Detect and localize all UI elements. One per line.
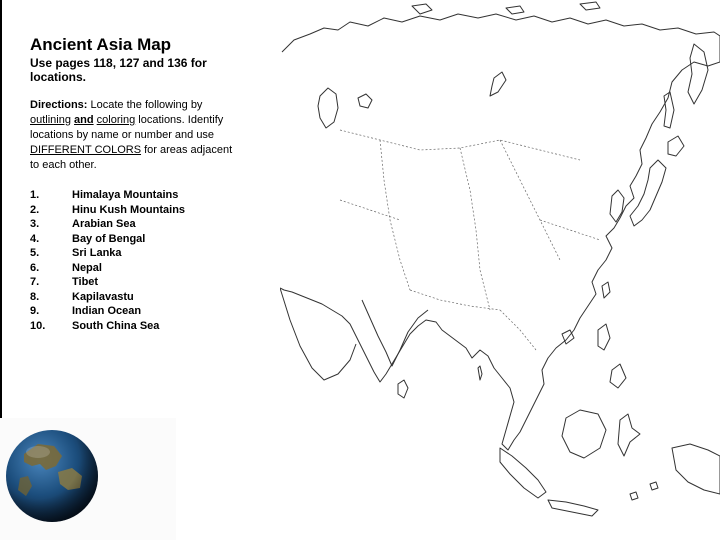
directions-lead: Directions: [30, 99, 88, 111]
globe-icon [2, 426, 102, 526]
list-item-number: 3. [30, 218, 40, 230]
directions-coloring: coloring [96, 114, 136, 126]
list-item-number: 2. [30, 203, 40, 216]
aral-sea-outline [358, 94, 372, 108]
list-item-name: Himalaya Mountains [72, 189, 179, 201]
taiwan [602, 282, 610, 298]
directions-and: and [74, 114, 94, 126]
border-line [340, 200, 400, 220]
list-item [30, 246, 185, 261]
list-item-number: 6. [30, 261, 40, 274]
list-item-number: 9. [30, 305, 40, 317]
list-item [30, 232, 185, 247]
list-item [30, 319, 185, 334]
arabian-peninsula [280, 288, 356, 380]
list-item [30, 217, 185, 232]
list-item-name: Bay of Bengal [72, 232, 146, 245]
small-island-2 [630, 492, 638, 500]
list-item-number: 10. [30, 319, 46, 332]
list-item-name: Hinu Kush Mountains [72, 203, 186, 216]
small-island-1 [650, 482, 658, 490]
list-item-number: 7. [30, 276, 40, 288]
directions-outlining: outlining [30, 114, 71, 126]
arctic-island-2 [506, 6, 524, 14]
instructions-text: Use pages 118, 127 and 136 for locations. [30, 56, 207, 84]
asia-outline-map [280, 0, 720, 540]
sri-lanka [398, 380, 408, 398]
japan-islands [630, 160, 666, 226]
list-item-name: South China Sea [72, 319, 160, 332]
caspian-sea-outline [318, 88, 338, 128]
list-item-name: Kapilavastu [72, 290, 134, 303]
philippines-south [610, 364, 626, 388]
directions-different-colors: DIFFERENT COLORS [30, 144, 142, 156]
hokkaido [668, 136, 684, 156]
andaman-islands [478, 366, 482, 380]
list-item-number: 4. [30, 232, 40, 245]
list-item [30, 290, 185, 305]
directions-text [30, 98, 235, 173]
page-title: Ancient Asia Map [30, 35, 172, 54]
indian-subcontinent [362, 300, 428, 366]
list-item-name: Arabian Sea [72, 218, 136, 230]
border-line [410, 290, 500, 310]
border-line [500, 140, 560, 260]
directions-part-3: for areas adjacent to each other. [30, 144, 233, 171]
list-item-name: Sri Lanka [72, 247, 122, 259]
list-item [30, 203, 185, 218]
list-item [30, 275, 185, 290]
arctic-island-3 [580, 2, 600, 10]
list-item-name: Indian Ocean [72, 305, 142, 317]
sumatra [500, 448, 546, 498]
lake-baikal-outline [490, 72, 506, 96]
list-item-name: Tibet [72, 276, 99, 288]
korean-peninsula [610, 190, 624, 222]
list-item [30, 304, 185, 319]
borneo [562, 410, 606, 458]
philippines [598, 324, 610, 350]
border-line [500, 310, 536, 350]
locations-list [30, 188, 185, 333]
list-item-number: 8. [30, 290, 40, 303]
java [548, 500, 598, 516]
kamchatka [688, 44, 708, 104]
sakhalin [664, 92, 674, 128]
asia-coastline [280, 14, 720, 450]
list-item [30, 188, 185, 203]
sulawesi [618, 414, 640, 456]
list-item-number: 5. [30, 247, 40, 259]
arctic-island-1 [412, 4, 432, 14]
border-line [380, 140, 410, 290]
list-item [30, 261, 185, 276]
list-item-name: Nepal [72, 261, 102, 274]
new-guinea [672, 444, 720, 494]
border-line [460, 148, 490, 310]
directions-part-1: Locate the following by [87, 99, 203, 111]
directions-part-2: locations. Identify locations by name or number and use [30, 114, 224, 141]
list-item-number: 1. [30, 189, 40, 201]
border-line [340, 130, 580, 160]
border-line [540, 220, 600, 240]
